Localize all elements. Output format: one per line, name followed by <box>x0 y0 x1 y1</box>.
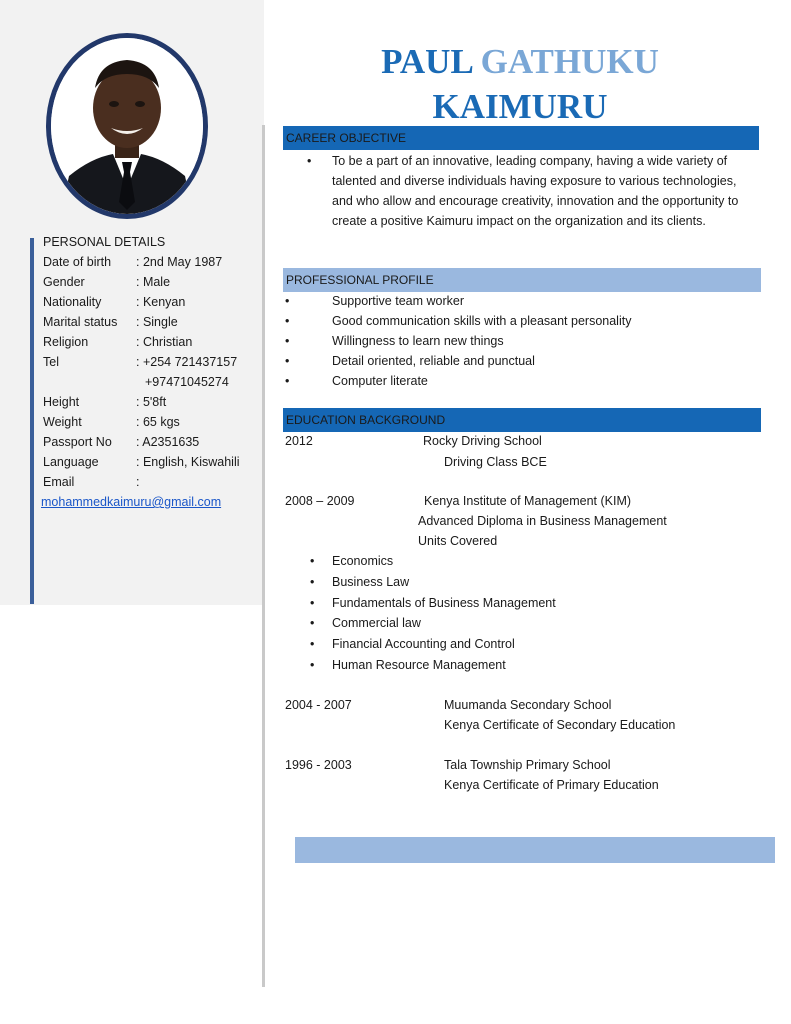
middle-name: GATHUKU <box>480 42 659 81</box>
detail-label: Marital status <box>43 315 118 329</box>
education-award: Kenya Certificate of Secondary Education <box>444 718 676 732</box>
education-year: 2008 – 2009 <box>285 494 355 508</box>
list-item-text: Human Resource Management <box>332 657 506 672</box>
detail-label: Height <box>43 395 80 409</box>
career-objective-heading: CAREER OBJECTIVE <box>283 126 759 150</box>
education-year: 2004 - 2007 <box>285 698 352 712</box>
detail-value: : English, Kiswahili <box>136 455 240 469</box>
detail-value: : 5'8ft <box>136 395 167 409</box>
last-name: KAIMURU <box>432 87 608 126</box>
detail-label: Religion <box>43 335 89 349</box>
sidebar-accent-line <box>30 238 34 604</box>
detail-row-height <box>43 392 240 412</box>
list-item-text: Business Law <box>332 574 410 589</box>
personal-details <box>43 232 240 512</box>
detail-label: Gender <box>43 275 85 289</box>
bullet-icon: • <box>285 334 290 348</box>
bullet-icon: • <box>310 657 315 672</box>
career-objective-text: To be a part of an innovative, leading company, having a wide variety of talented and diverse individuals having exposure to various technologies, and who allow and encourage creativity, innovation and the opportunity to create a positive Kaimuru impact on the organization and its clients. <box>332 154 739 228</box>
detail-value: : <box>136 475 140 489</box>
bullet-icon: • <box>285 314 290 328</box>
personal-details-heading: PERSONAL DETAILS <box>43 235 166 249</box>
list-item-text: Commercial law <box>332 616 421 631</box>
list-item-text: Willingness to learn new things <box>332 334 504 348</box>
education-award: Kenya Certificate of Primary Education <box>444 778 659 792</box>
bullet-icon: • <box>285 374 290 388</box>
list-item-text: Computer literate <box>332 374 428 388</box>
detail-value: : Male <box>136 275 171 289</box>
detail-value: : Single <box>136 315 178 329</box>
units-covered-label: Units Covered <box>418 534 498 548</box>
list-item-text: Fundamentals of Business Management <box>332 595 556 610</box>
detail-row-language <box>43 452 240 472</box>
detail-row-passport <box>43 432 240 452</box>
bullet-icon: • <box>310 595 315 610</box>
bullet-icon: • <box>310 574 315 589</box>
bullet-icon: • <box>310 637 315 652</box>
detail-value: : A2351635 <box>136 435 200 449</box>
list-item-text: Economics <box>332 554 394 568</box>
detail-label: Email <box>43 475 75 489</box>
detail-label: Language <box>43 455 99 469</box>
education-school: Rocky Driving School <box>423 434 542 448</box>
professional-profile-heading: PROFESSIONAL PROFILE <box>283 268 761 292</box>
detail-value: : +254 721437157 <box>136 355 238 369</box>
bullet-icon: • <box>310 616 315 631</box>
email-link[interactable]: mohammedkaimuru@gmail.com <box>41 495 222 509</box>
detail-row-tel <box>43 352 240 372</box>
detail-row-gender <box>43 272 240 292</box>
name-line-1 <box>300 40 740 84</box>
detail-row-religion <box>43 332 240 352</box>
detail-row-dob <box>43 252 240 272</box>
detail-label: Passport No <box>43 435 112 449</box>
bullet-icon: • <box>310 554 315 568</box>
profile-photo <box>46 33 208 219</box>
bullet-icon: • <box>285 354 290 368</box>
detail-value: : Kenyan <box>136 295 186 309</box>
education-award: Advanced Diploma in Business Management <box>418 514 667 528</box>
list-item-text: Good communication skills with a pleasant personality <box>332 314 632 328</box>
detail-label: Weight <box>43 415 82 429</box>
list-item-text: Supportive team worker <box>332 294 465 308</box>
first-name: PAUL <box>381 42 472 81</box>
education-school: Kenya Institute of Management (KIM) <box>424 494 632 508</box>
education-heading: EDUCATION BACKGROUND <box>283 408 761 432</box>
education-school: Muumanda Secondary School <box>444 698 612 712</box>
bullet-icon: • <box>307 154 312 168</box>
detail-value: : 65 kgs <box>136 415 180 429</box>
education-year: 2012 <box>285 434 313 448</box>
list-item-text: Financial Accounting and Control <box>332 637 515 652</box>
detail-tel-continued: +97471045274 <box>145 375 229 389</box>
name-line-2 <box>300 85 740 129</box>
education-year: 1996 - 2003 <box>285 758 352 772</box>
detail-label: Nationality <box>43 295 102 309</box>
detail-label: Date of birth <box>43 255 112 269</box>
detail-row-weight <box>43 412 240 432</box>
education-award: Driving Class BCE <box>444 455 547 469</box>
bullet-icon: • <box>285 294 290 308</box>
detail-row-nationality <box>43 292 240 312</box>
detail-label: Tel <box>43 355 59 369</box>
career-objective <box>307 151 743 231</box>
detail-value: : Christian <box>136 335 193 349</box>
footer-bar <box>295 837 775 863</box>
vertical-divider <box>262 125 265 987</box>
education-school: Tala Township Primary School <box>444 758 611 772</box>
detail-value: : 2nd May 1987 <box>136 255 223 269</box>
portrait-icon <box>51 38 203 214</box>
detail-row-email <box>43 472 240 492</box>
detail-row-marital <box>43 312 240 332</box>
list-item-text: Detail oriented, reliable and punctual <box>332 354 535 368</box>
